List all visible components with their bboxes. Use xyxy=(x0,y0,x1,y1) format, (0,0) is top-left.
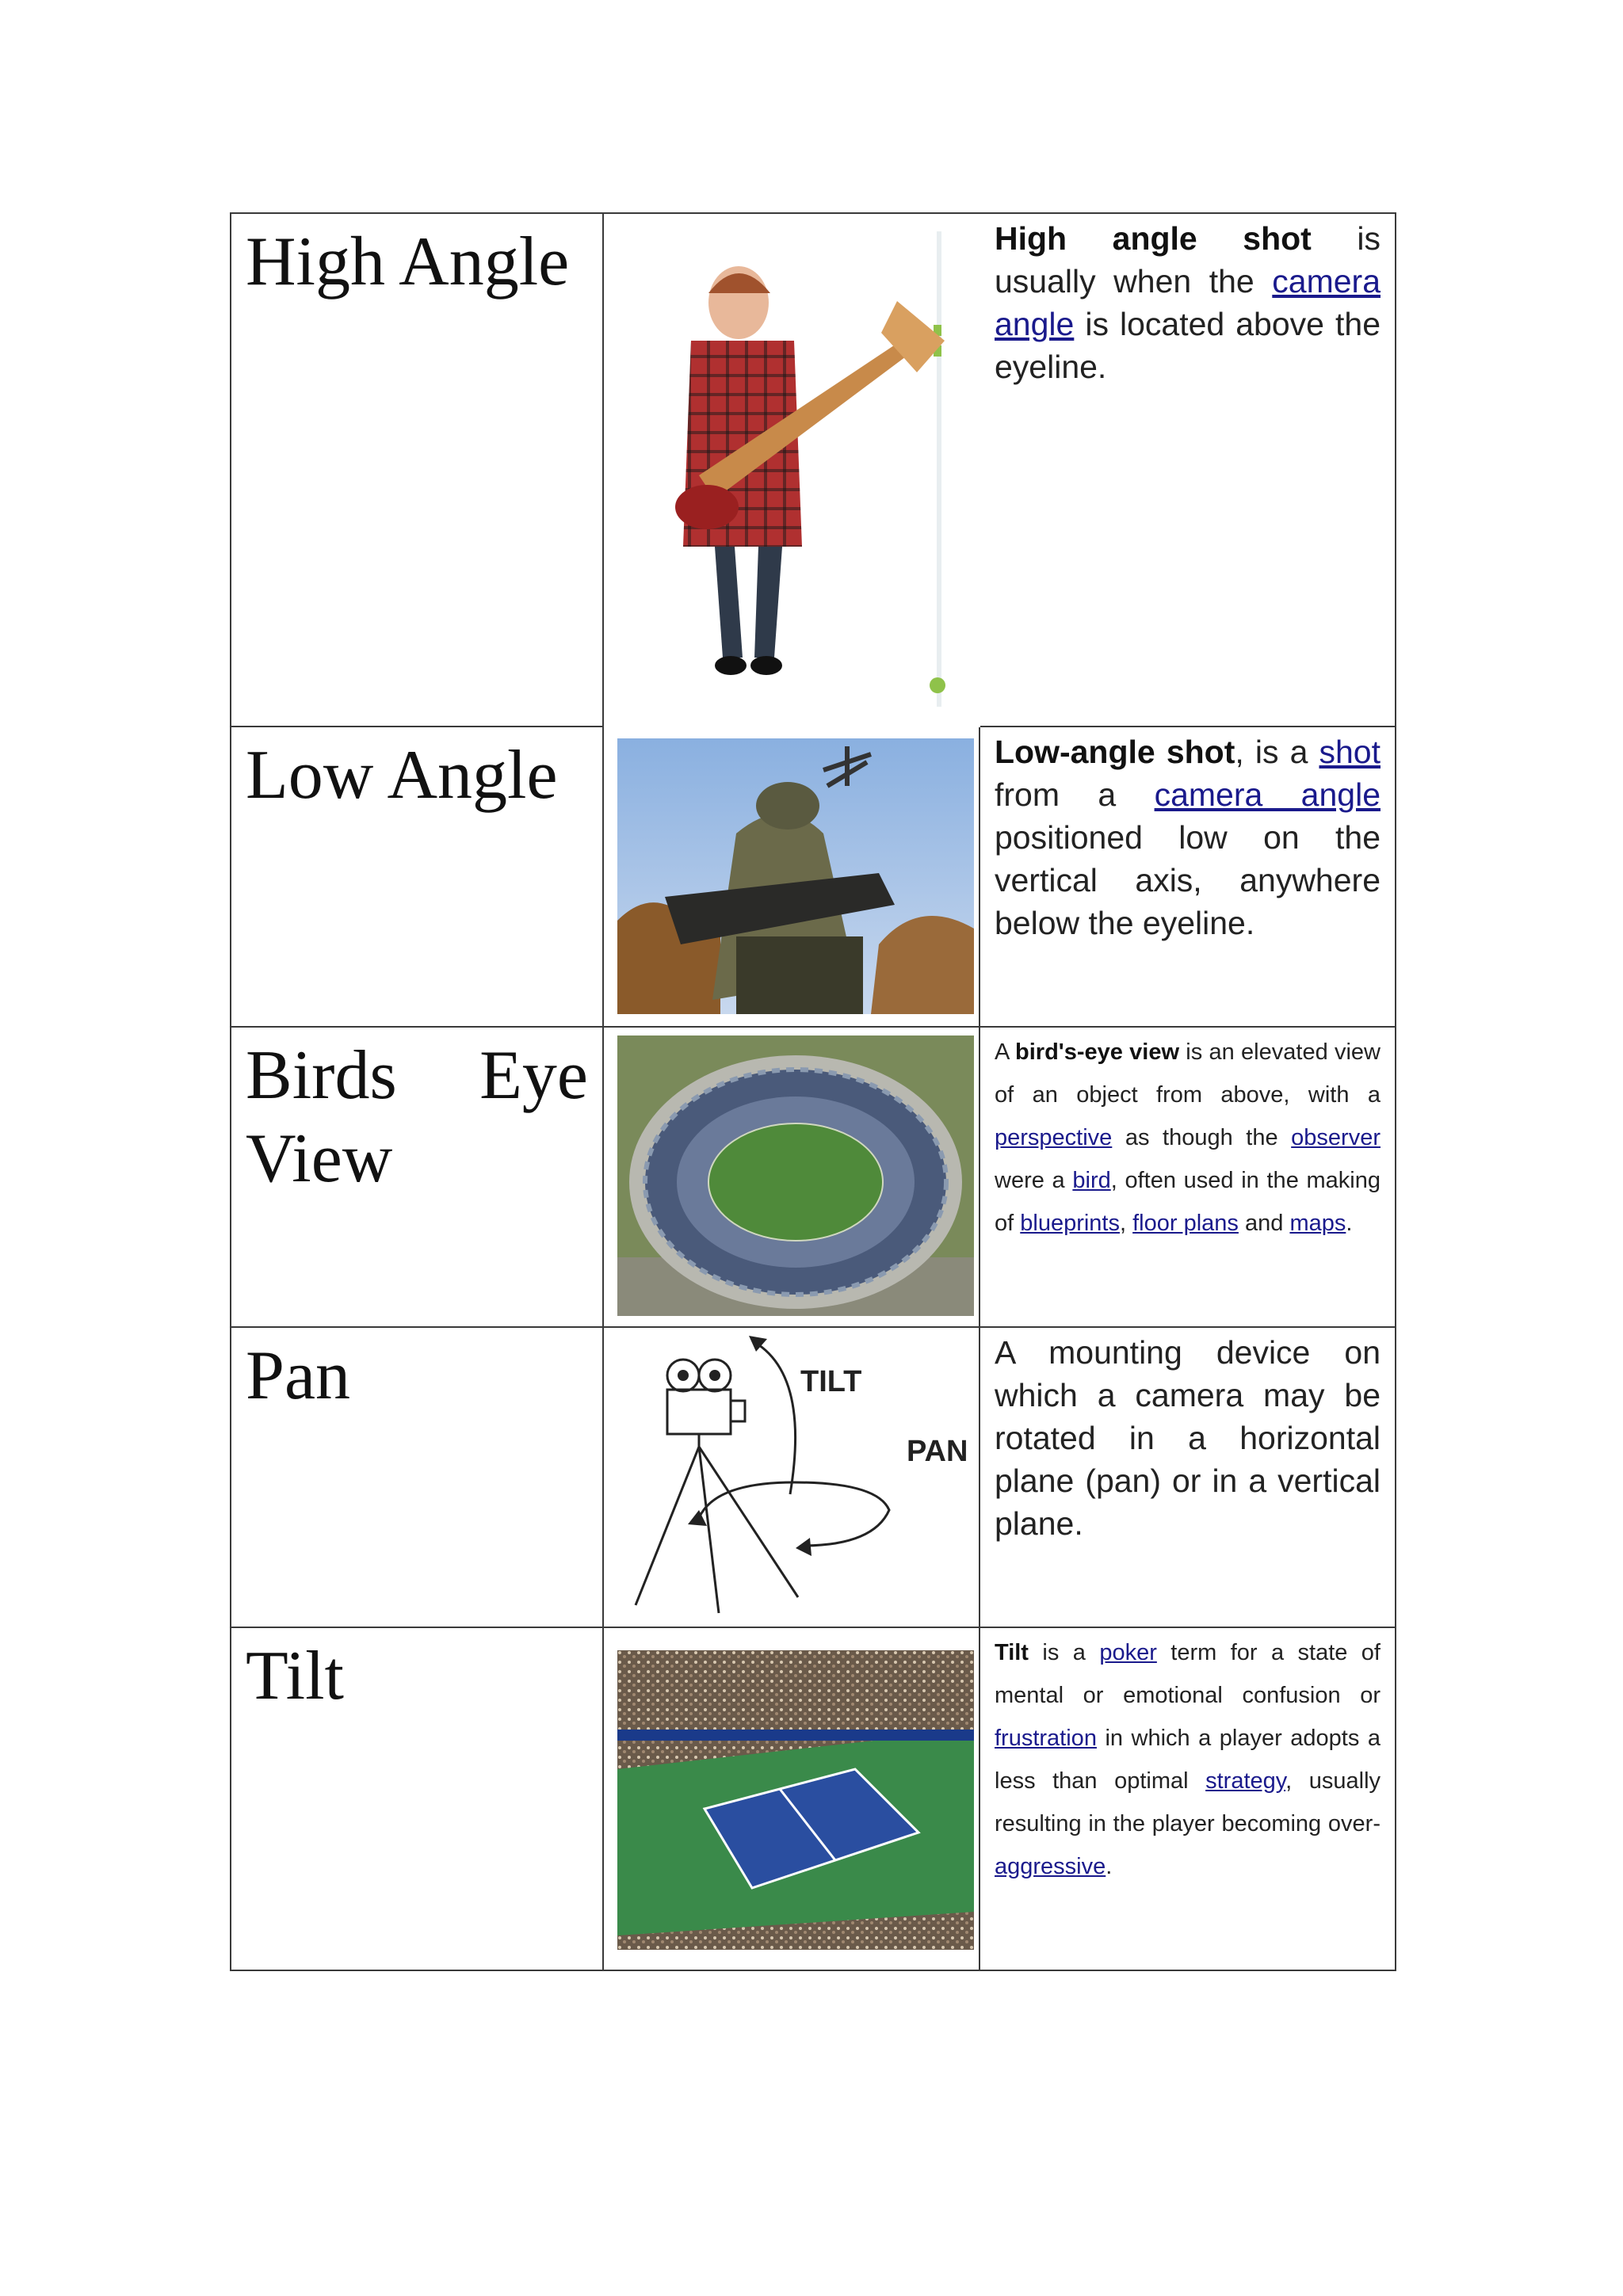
term-cell xyxy=(231,1027,603,1327)
blueprints-link[interactable]: blueprints xyxy=(1020,1211,1120,1236)
image-cell xyxy=(603,213,980,727)
description-cell xyxy=(980,727,1396,1027)
tennis-stadium-image xyxy=(617,1650,974,1950)
shot-types-table xyxy=(230,212,1396,1971)
description-cell xyxy=(980,1327,1396,1627)
term-bold: bird's-eye view xyxy=(1015,1039,1180,1065)
image-cell xyxy=(603,727,980,1027)
frustration-link[interactable]: frustration xyxy=(995,1726,1097,1751)
description-cell xyxy=(980,1627,1396,1970)
shot-link[interactable]: shot xyxy=(1319,734,1381,770)
image-cell xyxy=(603,1027,980,1327)
description-text: A bird's-eye view is an elevated view of an object from above, with a perspective as though the observer were a bird, often used in the making of blueprints, floor plans and maps. xyxy=(995,1039,1381,1236)
description-cell xyxy=(980,213,1396,727)
table-row xyxy=(231,213,1396,727)
floor-plans-link[interactable]: floor plans xyxy=(1132,1211,1239,1236)
term-label: Tilt xyxy=(246,1638,345,1714)
term-cell xyxy=(231,1327,603,1627)
term-cell xyxy=(231,1627,603,1970)
table-row xyxy=(231,1327,1396,1627)
image-cell xyxy=(603,1627,980,1970)
term-label: Pan xyxy=(246,1337,350,1414)
stadium-aerial-image xyxy=(617,1035,974,1316)
poker-link[interactable]: poker xyxy=(1099,1640,1157,1665)
tilt-label: TILT xyxy=(800,1365,862,1398)
description-text: High angle shot is usually when the camera angle is located above the eyeline. xyxy=(995,220,1381,385)
bird-link[interactable]: bird xyxy=(1072,1168,1111,1193)
description-text: Low-angle shot, is a shot from a camera angle positioned low on the vertical axis, anywhere below the eyeline. xyxy=(995,734,1381,941)
pan-tilt-diagram xyxy=(604,1328,980,1628)
man-with-bass-guitar-image xyxy=(604,214,980,727)
term-label: High Angle xyxy=(246,223,570,300)
term-label: Low Angle xyxy=(246,737,558,814)
table-row xyxy=(231,727,1396,1027)
observer-link[interactable]: observer xyxy=(1291,1125,1381,1150)
term-cell xyxy=(231,213,603,727)
term-bold: Low-angle shot xyxy=(995,734,1235,770)
perspective-link[interactable]: perspective xyxy=(995,1125,1113,1150)
strategy-link[interactable]: strategy xyxy=(1205,1768,1286,1794)
maps-link[interactable]: maps xyxy=(1289,1211,1346,1236)
description-text: A mounting device on which a camera may be rotated in a horizontal plane (pan) or in a vertical plane. xyxy=(995,1334,1381,1542)
soldier-low-angle-image xyxy=(617,738,974,1014)
camera-angle-link[interactable]: camera angle xyxy=(1154,776,1381,813)
table-row xyxy=(231,1027,1396,1327)
description-text: Tilt is a poker term for a state of mental or emotional confusion or frustration in which a player adopts a less than optimal strategy, usually resulting in the player becoming over-aggressive. xyxy=(995,1640,1381,1879)
term-cell xyxy=(231,727,603,1027)
table-row xyxy=(231,1627,1396,1970)
pan-label: PAN xyxy=(907,1435,968,1468)
term-label: Birds Eye View xyxy=(246,1037,588,1197)
term-bold: Tilt xyxy=(995,1640,1029,1665)
camera-angle-link[interactable]: camera angle xyxy=(995,263,1381,342)
image-cell xyxy=(603,1327,980,1627)
term-bold: High angle shot xyxy=(995,220,1312,257)
description-cell xyxy=(980,1027,1396,1327)
aggressive-link[interactable]: aggressive xyxy=(995,1854,1106,1879)
